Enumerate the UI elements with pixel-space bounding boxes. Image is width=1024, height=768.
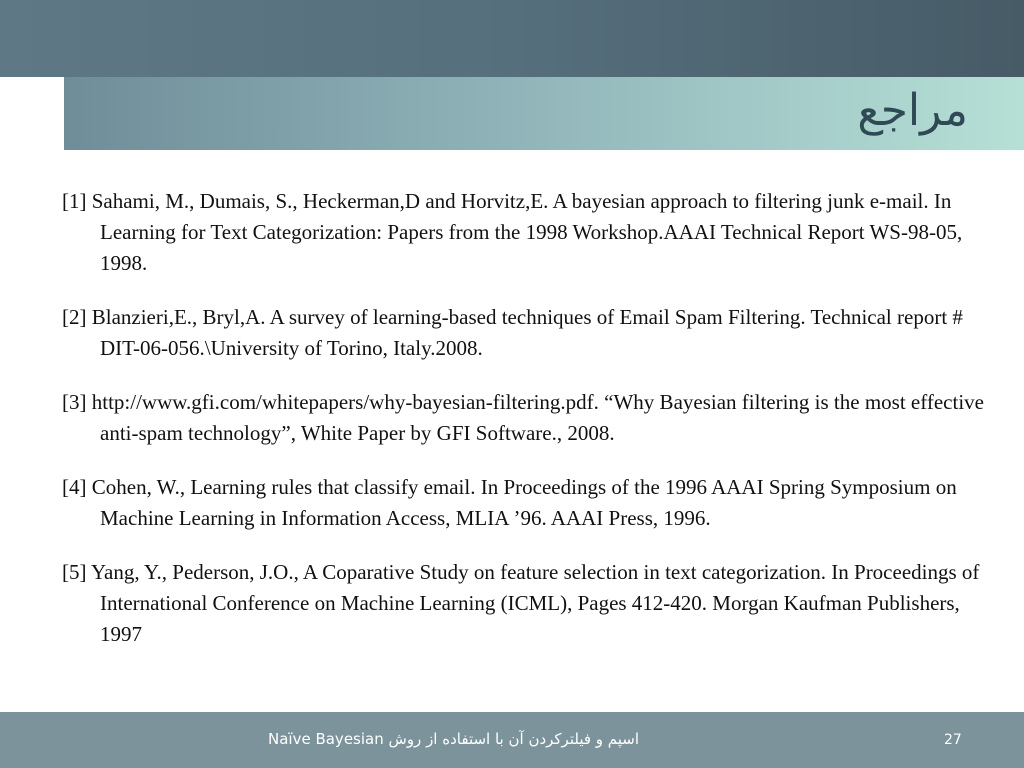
reference-item: [1] Sahami, M., Dumais, S., Heckerman,D and Horvitz,E. A bayesian approach to filtering junk e-mail. In Learning for Text Categorization: Papers from the 1998 Workshop.AAAI Technical Report WS-98-05, 1998.: [62, 189, 963, 275]
footer-title: اسپم و فیلترکردن آن با استفاده از روش Naïve Bayesian: [268, 730, 640, 748]
reference-item: [3] http://www.gfi.com/whitepapers/why-bayesian-filtering.pdf. “Why Bayesian filtering is the most effective anti-spam technology”, White Paper by GFI Software., 2008.: [62, 390, 984, 445]
reference-item: [2] Blanzieri,E., Bryl,A. A survey of learning-based techniques of Email Spam Filtering. Technical report # DIT-06-056.\University of Torino, Italy.2008.: [62, 305, 963, 360]
references-list: [62, 186, 1002, 673]
header-band: [0, 0, 1024, 77]
reference-item: [4] Cohen, W., Learning rules that classify email. In Proceedings of the 1996 AAAI Spring Symposium on Machine Learning in Information Access, MLIA ’96. AAAI Press, 1996.: [62, 475, 957, 530]
slide-title: مراجع: [857, 85, 968, 136]
page-number: 27: [944, 732, 962, 748]
reference-item: [5] Yang, Y., Pederson, J.O., A Coparative Study on feature selection in text categorization. In Proceedings of International Conference on Machine Learning (ICML), Pages 412-420. Morgan Kaufman Publishers, 1997: [62, 560, 980, 646]
footer-bar: [0, 712, 1024, 768]
title-bar: [64, 77, 1024, 150]
